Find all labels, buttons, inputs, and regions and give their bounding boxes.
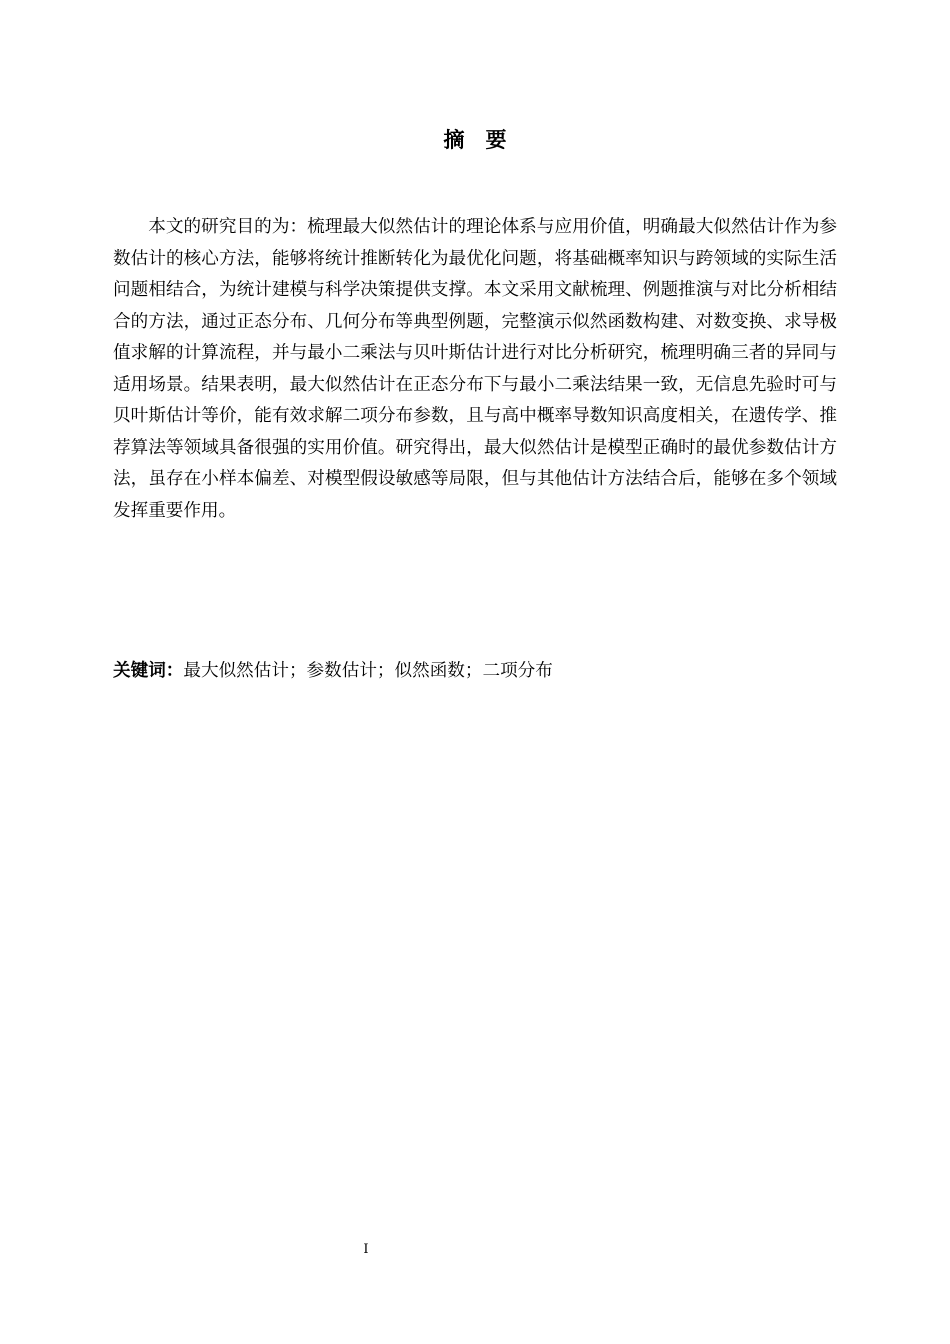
page-number: I xyxy=(363,1242,369,1257)
keywords-text: 最大似然估计；参数估计；似然函数；二项分布 xyxy=(183,661,553,681)
keywords-label: 关键词： xyxy=(113,661,184,681)
keywords-line xyxy=(113,656,837,688)
page-title: 摘 要 xyxy=(443,128,507,152)
abstract-paragraph: 本文的研究目的为：梳理最大似然估计的理论体系与应用价值，明确最大似然估计作为参数估计的核心方法，能够将统计推断转化为最优化问题，将基础概率知识与跨领域的实际生活问题相结合，为统计建模与科学决策提供支撑。本文采用文献梳理、例题推演与对比分析相结合的方法，通过正态分布、几何分布等典型例题，完整演示似然函数构建、对数变换、求导极值求解的计算流程，并与最小二乘法与贝叶斯估计进行对比分析研究，梳理明确三者的异同与适用场景。结果表明，最大似然估计在正态分布下与最小二乘法结果一致，无信息先验时可与贝叶斯估计等价，能有效求解二项分布参数，且与高中概率导数知识高度相关，在遗传学、推荐算法等领域具备很强的实用价值。研究得出，最大似然估计是模型正确时的最优参数估计方法，虽存在小样本偏差、对模型假设敏感等局限，但与其他估计方法结合后，能够在多个领域发挥重要作用。 xyxy=(113,217,837,521)
